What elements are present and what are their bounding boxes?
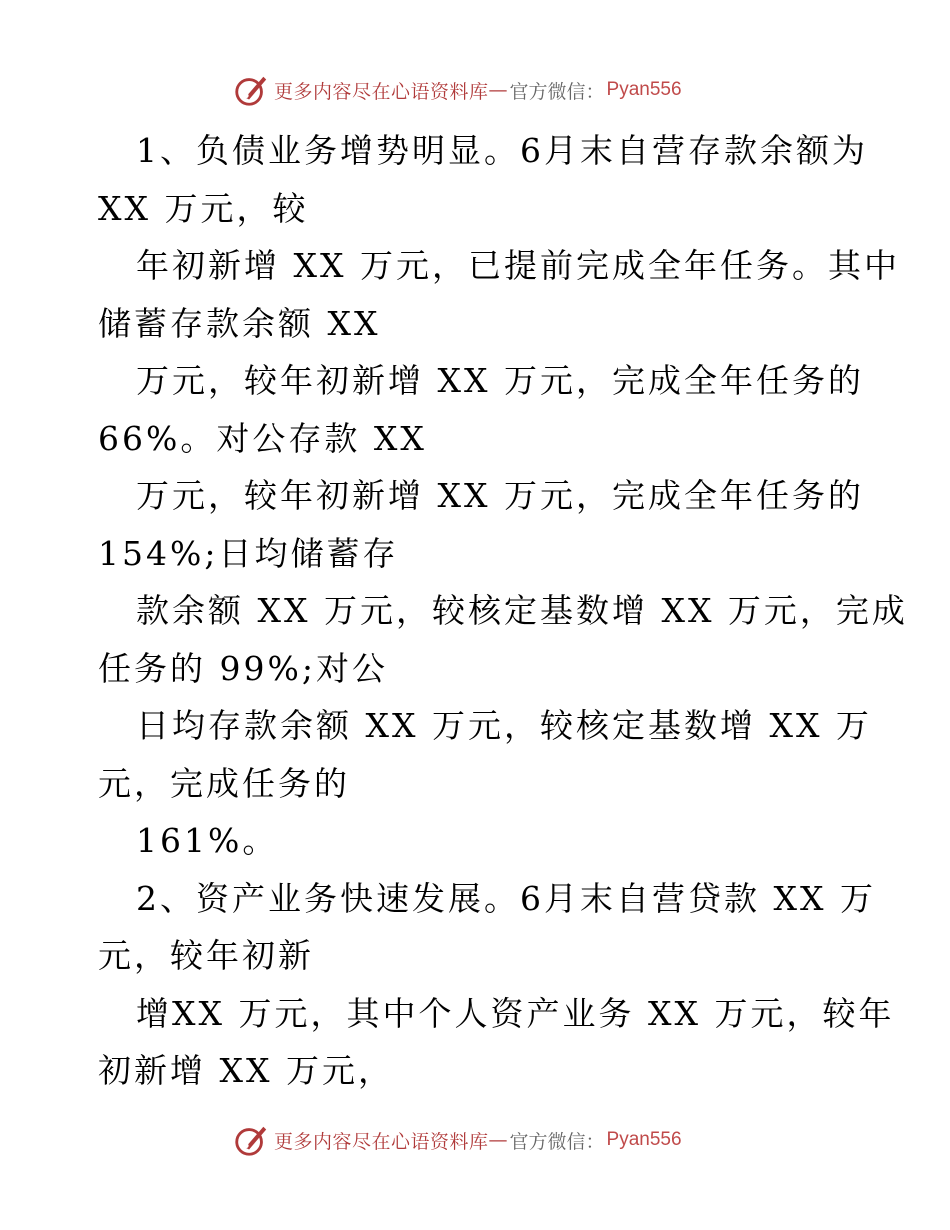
banner-dash: — [488, 79, 508, 101]
text-line: 万元，较年初新增 XX 万元，完成全年任务的 [136, 476, 864, 515]
banner-wechat-id: Pyan556 [606, 79, 682, 100]
document-body [98, 122, 908, 1100]
banner-wechat-label: 官方微信： [509, 80, 605, 103]
text-line: 增XX 万元，其中个人资产业务 XX 万元，较年 [136, 993, 895, 1033]
text-line: 日均存款余额 XX 万元，较核定基数增 XX 万 [136, 706, 872, 745]
text-line: 年初新增 XX 万元，已提前完成全年任务。其中 [136, 246, 900, 285]
text-line: 初新增 XX 万元， [98, 1051, 394, 1090]
quill-logo-icon [232, 1121, 270, 1159]
text-line: 1、负债业务增势明显。6月末自营存款余额为 [136, 131, 868, 170]
text-line: 66%。对公存款 XX [98, 418, 427, 458]
text-line: 储蓄存款余额 XX [98, 303, 381, 343]
text-line: 款余额 XX 万元，较核定基数增 XX 万元，完成 [136, 591, 908, 630]
header-watermark-banner [232, 70, 682, 110]
text-line: 161%。 [136, 821, 279, 860]
text-line: 2、资产业务快速发展。6月末自营贷款 XX 万 [136, 878, 876, 918]
banner-dash: — [488, 1129, 508, 1151]
text-line: 万元，较年初新增 XX 万元，完成全年任务的 [136, 361, 864, 400]
text-line: 任务的 99%;对公 [98, 648, 388, 688]
footer-watermark-banner [232, 1120, 682, 1160]
text-line: 元，较年初新 [98, 936, 314, 975]
quill-logo-icon [232, 71, 270, 109]
banner-wechat-label: 官方微信： [509, 1130, 605, 1153]
text-line: XX 万元，较 [98, 188, 309, 228]
banner-title: 更多内容尽在心语资料库 [274, 1130, 489, 1153]
banner-title: 更多内容尽在心语资料库 [274, 80, 489, 103]
text-line: 元，完成任务的 [98, 763, 350, 803]
text-line: 154%;日均储蓄存 [98, 533, 399, 573]
banner-wechat-id: Pyan556 [606, 1129, 682, 1150]
